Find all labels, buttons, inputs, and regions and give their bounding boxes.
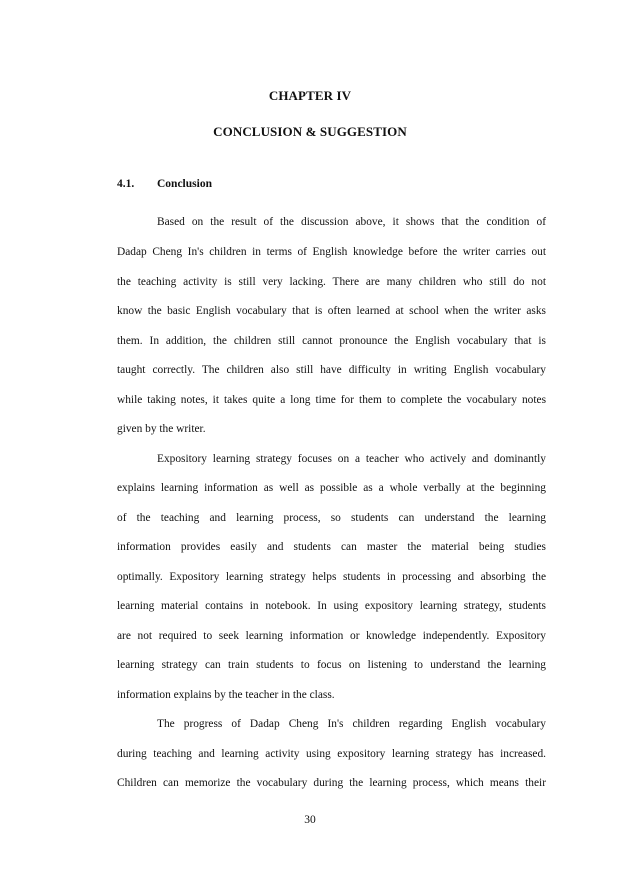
text-line: explains learning information as well as possible as a whole verbally at the beginning [117,482,546,494]
text-line: learning material contains in notebook. In using expository learning strategy, students [117,600,546,612]
text-line: of the teaching and learning process, so students can understand the learning [117,512,546,524]
text-line: taught correctly. The children also still have difficulty in writing English vocabulary [117,364,546,376]
section-heading [117,178,212,190]
text-line: while taking notes, it takes quite a long time for them to complete the vocabulary notes [117,394,546,406]
text-line: Children can memorize the vocabulary during the learning process, which means their [117,777,546,789]
text-line: Expository learning strategy focuses on a teacher who actively and dominantly [157,453,546,465]
chapter-title: CHAPTER IV [268,88,352,103]
text-line: Based on the result of the discussion above, it shows that the condition of [157,216,546,228]
text-line: the teaching activity is still very lacking. There are many children who still do not [117,276,546,288]
text-line: know the basic English vocabulary that is often learned at school when the writer asks [117,305,546,317]
text-line: are not required to seek learning information or knowledge independently. Expository [117,630,546,642]
chapter-subtitle: CONCLUSION & SUGGESTION [213,124,407,139]
text-line: optimally. Expository learning strategy helps students in processing and absorbing the [117,571,546,583]
text-line: information provides easily and students can master the material being studies [117,541,546,553]
text-line: them. In addition, the children still cannot pronounce the English vocabulary that is [117,335,546,347]
section-number: 4.1. [117,178,135,190]
text-line: Dadap Cheng In's children in terms of English knowledge before the writer carries out [117,246,546,258]
text-line: during teaching and learning activity using expository learning strategy has increased. [117,748,546,760]
page-number: 30 [304,814,316,826]
text-line: learning strategy can train students to focus on listening to understand the learning [117,659,546,671]
text-line: The progress of Dadap Cheng In's children regarding English vocabulary [157,718,546,730]
text-line: given by the writer. [117,423,206,435]
section-title: Conclusion [157,178,212,190]
text-line: information explains by the teacher in the class. [117,689,335,701]
